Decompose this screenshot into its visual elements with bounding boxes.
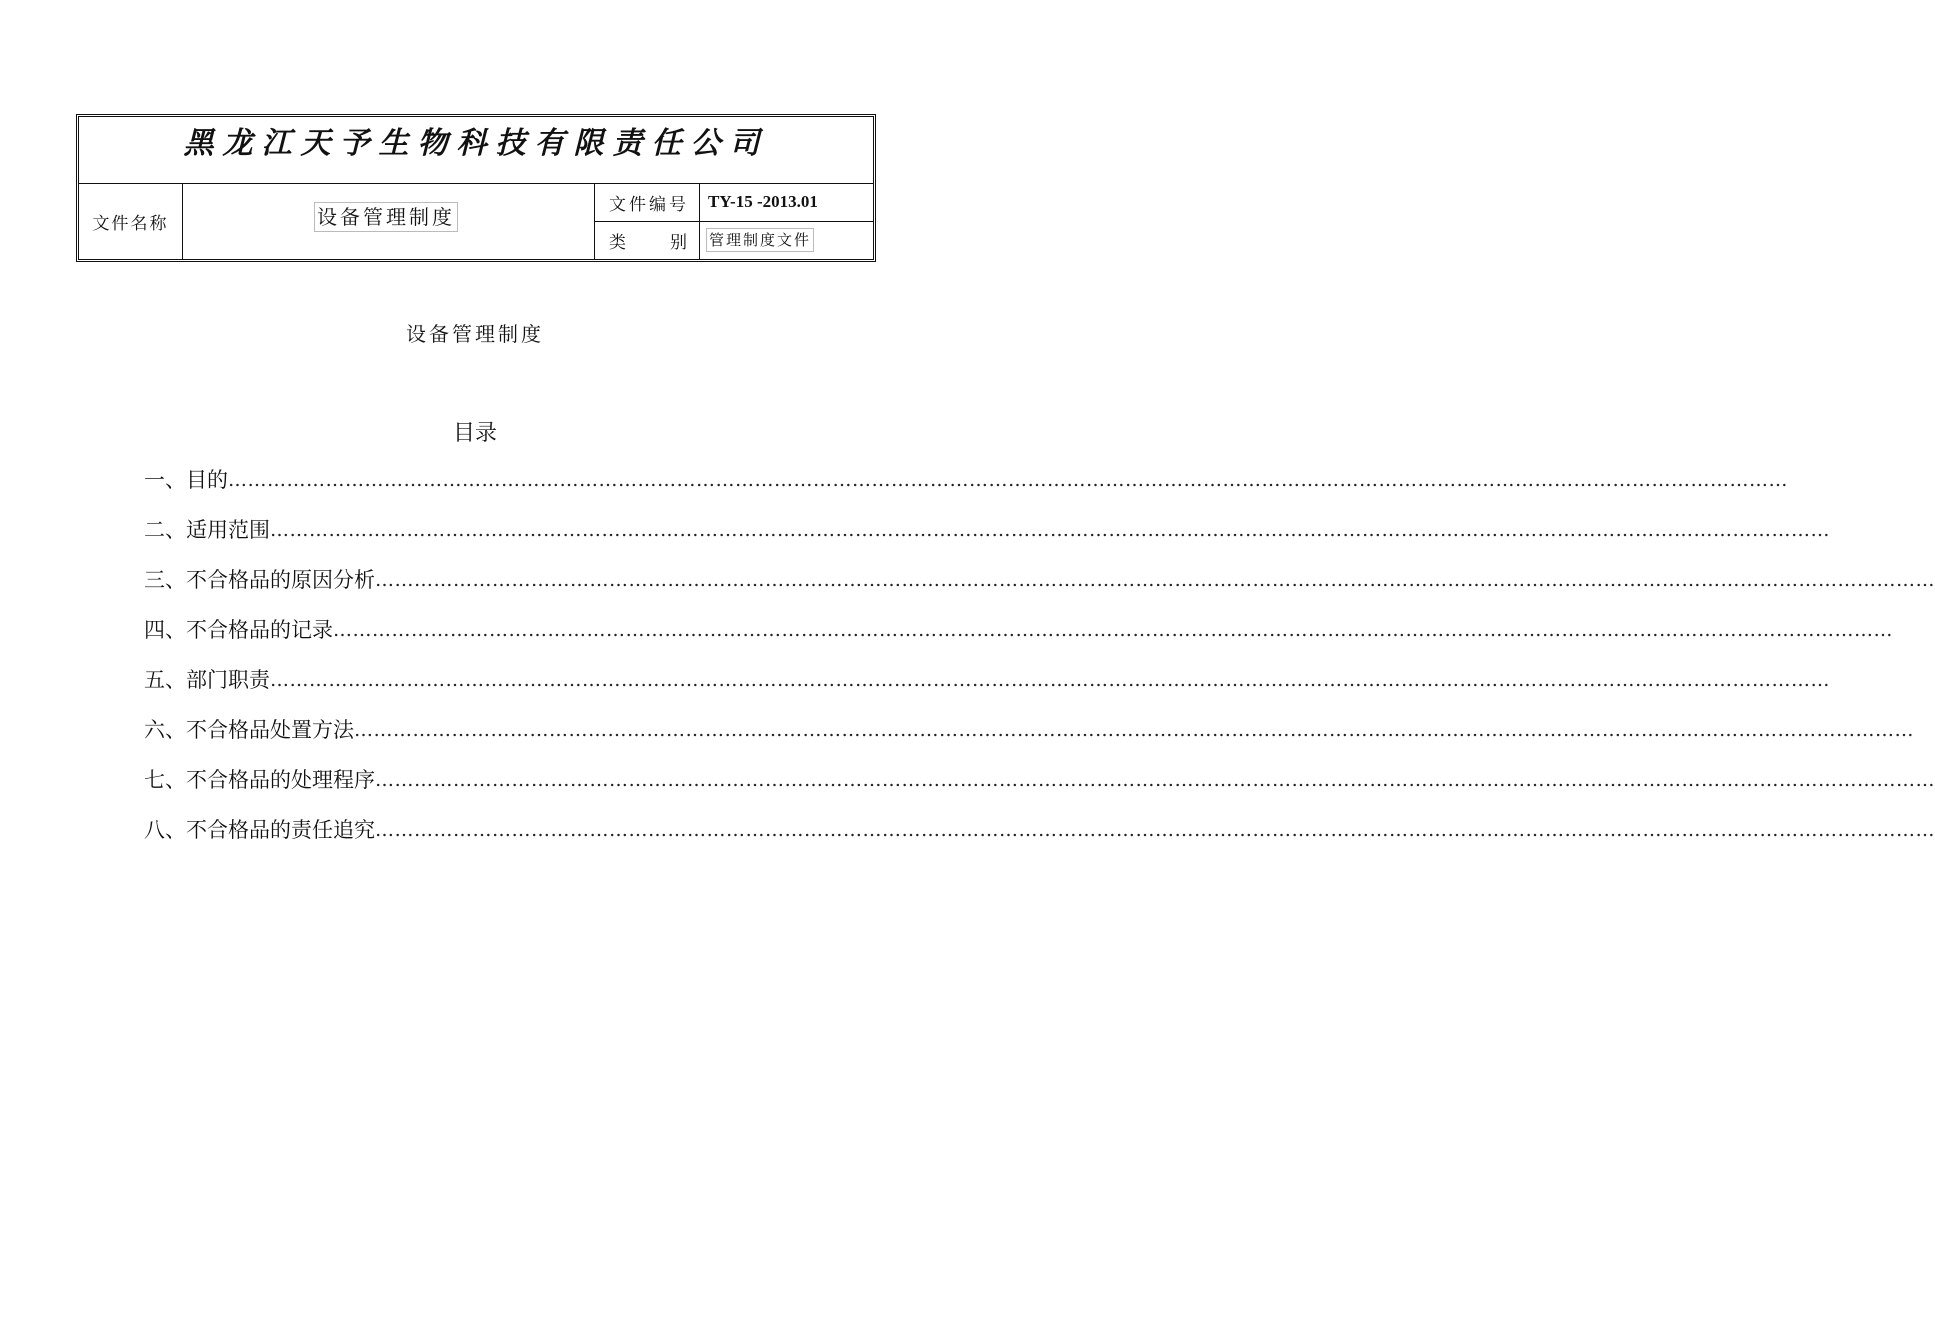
toc-dot-leader: ……………………………………………………………………………………………………………………………………………………………………………………………………………………: [270, 519, 1830, 541]
toc-item-text: 三、不合格品的原因分析: [144, 568, 375, 592]
file-info-row: [79, 183, 873, 259]
toc-item[interactable]: [144, 815, 1935, 865]
document-title: 设备管理制度: [406, 322, 544, 346]
category-value-cell: [700, 221, 873, 259]
toc-dot-leader: ……………………………………………………………………………………………………………………………………………………………………………………………………………………: [333, 619, 1893, 641]
toc-item[interactable]: [144, 665, 1830, 715]
toc-item-text: 二、适用范围: [144, 518, 270, 542]
file-name-label: 文件名称: [92, 213, 169, 234]
toc-dot-leader: ……………………………………………………………………………………………………………………………………………………………………………………………………………………: [375, 769, 1935, 791]
toc-item[interactable]: [144, 765, 1935, 815]
toc-item-text: 一、目的: [144, 468, 228, 492]
toc-dot-leader: ……………………………………………………………………………………………………………………………………………………………………………………………………………………: [375, 819, 1935, 841]
toc-item-text: 七、不合格品的处理程序: [144, 768, 375, 792]
toc-dot-leader: ……………………………………………………………………………………………………………………………………………………………………………………………………………………: [375, 569, 1935, 591]
category-label-cell: [595, 221, 699, 259]
toc-item[interactable]: [144, 715, 1914, 765]
toc-item[interactable]: [144, 465, 1788, 515]
company-row: [79, 117, 873, 184]
file-name-label-cell: [79, 183, 183, 259]
toc-item-text: 六、不合格品处置方法: [144, 718, 354, 742]
file-number-value: TY-15 -2013.01: [708, 192, 818, 211]
file-name-value: 设备管理制度: [314, 202, 458, 232]
toc-item[interactable]: [144, 565, 1935, 615]
file-number-label-cell: [595, 183, 699, 222]
toc-dot-leader: ……………………………………………………………………………………………………………………………………………………………………………………………………………………: [270, 669, 1830, 691]
file-name-value-cell: [183, 183, 595, 259]
toc-dot-leader: ……………………………………………………………………………………………………………………………………………………………………………………………………………………: [228, 469, 1788, 491]
file-number-value-cell: [700, 183, 873, 222]
toc-dot-leader: ……………………………………………………………………………………………………………………………………………………………………………………………………………………: [354, 719, 1914, 741]
meta-value-cell: [700, 183, 873, 259]
file-number-label: 文件编号: [609, 194, 689, 215]
category-label: [595, 228, 687, 253]
toc-item-text: 五、部门职责: [144, 668, 270, 692]
toc-heading: 目录: [452, 421, 497, 446]
company-name: 黑龙江天予生物科技有限责任公司: [183, 126, 769, 161]
table-of-contents: [144, 465, 1935, 865]
category-value: 管理制度文件: [706, 228, 814, 252]
toc-item-text: 四、不合格品的记录: [144, 618, 333, 642]
category-label-left: 类: [609, 232, 626, 253]
toc-item[interactable]: [144, 515, 1830, 565]
toc-item-text: 八、不合格品的责任追究: [144, 818, 375, 842]
toc-item[interactable]: [144, 615, 1893, 665]
category-label-right: 别: [670, 232, 687, 253]
meta-label-cell: [595, 183, 700, 259]
document-header-table: [76, 114, 876, 262]
